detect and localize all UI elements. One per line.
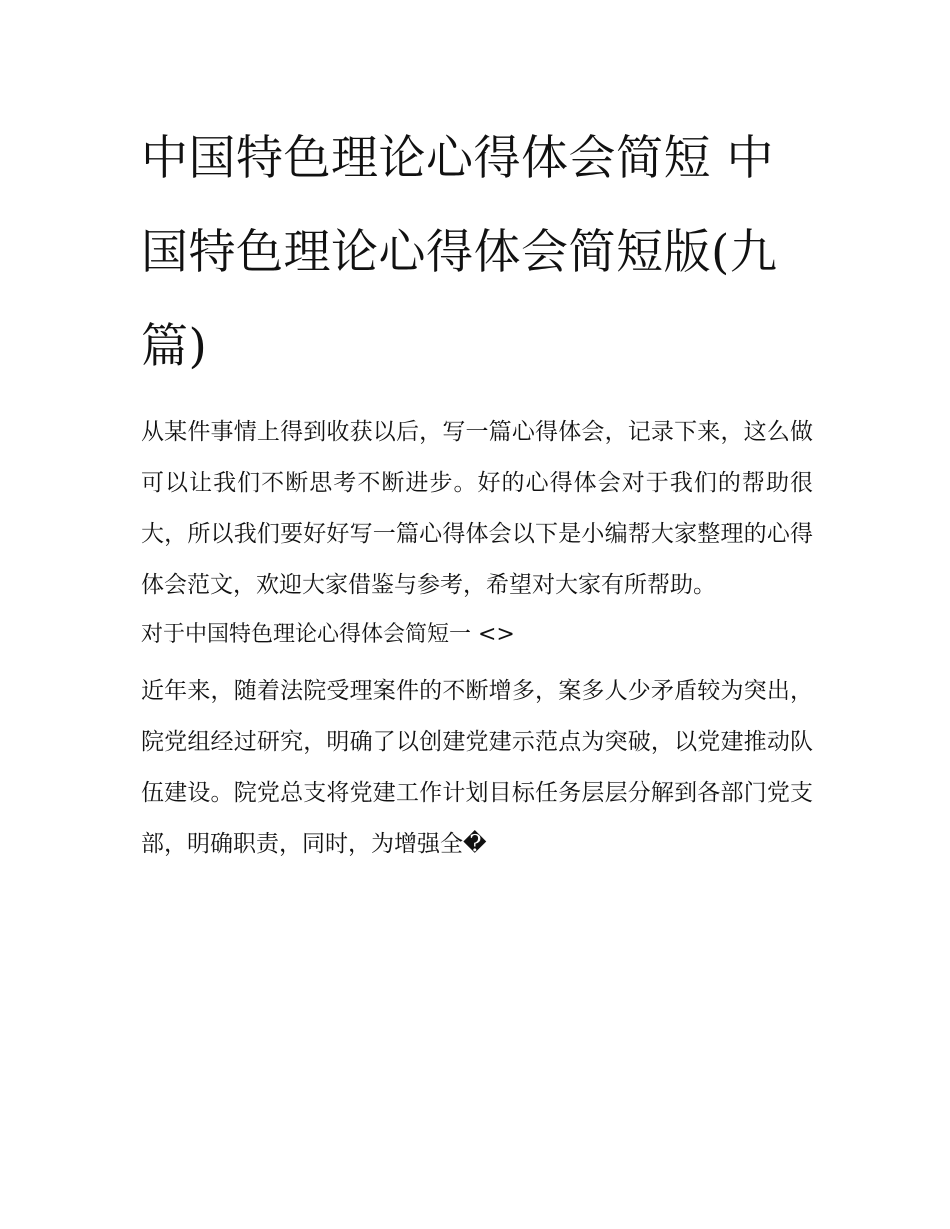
intro-paragraph: 从某件事情上得到收获以后，写一篇心得体会，记录下来，这么做可以让我们不断思考不断进步。好的心得体会对于我们的帮助很大，所以我们要好好写一篇心得体会以下是小编帮大家整理的心得体会范文，欢迎大家借鉴与参考，希望对大家有所帮助。 — [141, 419, 813, 598]
document-content — [141, 112, 813, 870]
document-title: 中国特色理论心得体会简短 中国特色理论心得体会简短版(九篇) — [141, 131, 778, 374]
section-heading: 对于中国特色理论心得体会简短一 <> — [141, 622, 515, 647]
section-body-paragraph: 近年来，随着法院受理案件的不断增多，案多人少矛盾较为突出，院党组经过研究，明确了以创建党建示范点为突破，以党建推动队伍建设。院党总支将党建工作计划目标任务层层分解到各部门党支部，明确职责，同时，为增强全� — [141, 678, 813, 857]
